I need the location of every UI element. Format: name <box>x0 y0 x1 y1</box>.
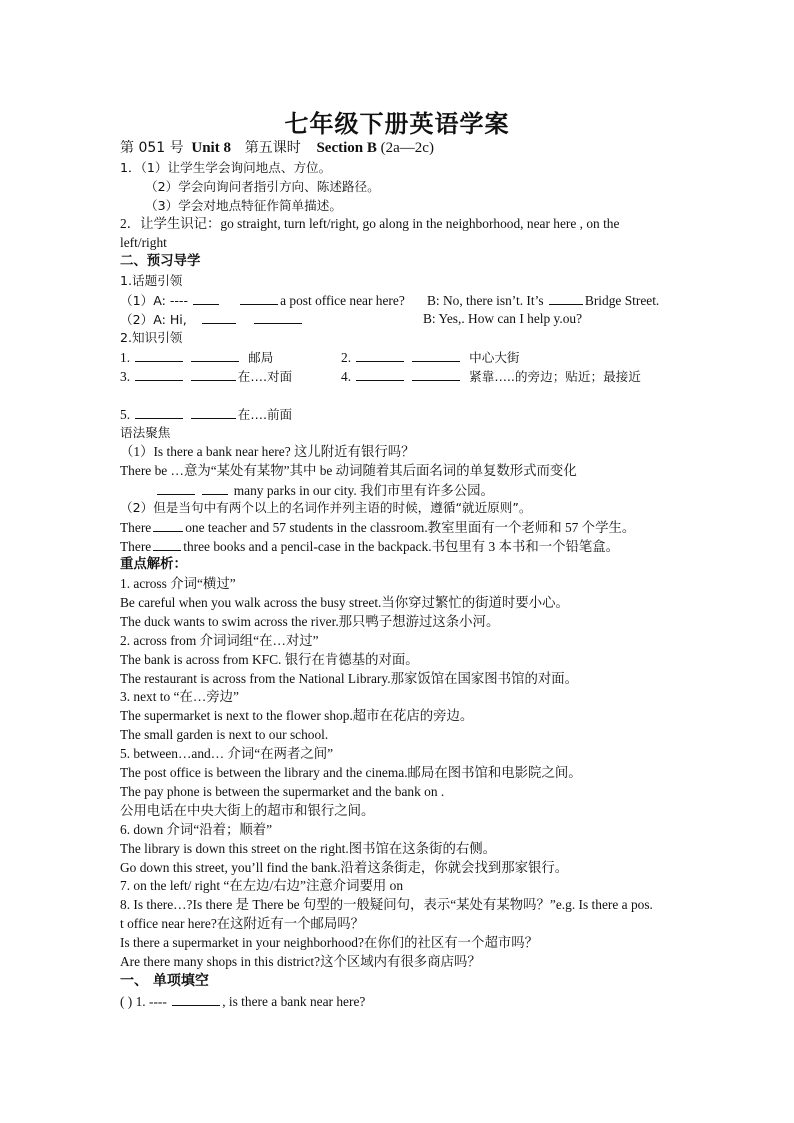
item-number: 5. <box>120 407 131 422</box>
keypoint-line: 公用电话在中央大街上的超市和银行之间。 <box>120 802 375 818</box>
keypoint-line: The restaurant is across from the National Library.那家饭馆在国家图书馆的对面。 <box>120 670 579 686</box>
section-range: (2a—2c) <box>380 140 434 156</box>
answer-blank[interactable] <box>356 367 404 381</box>
unit-label: Unit 8 <box>191 140 231 156</box>
dialogue-text: （1）A: ---- <box>120 293 189 308</box>
section-heading: 重点解析： <box>120 557 187 572</box>
grammar-text: many parks in our city. 我们市里有许多公园。 <box>233 483 494 498</box>
keypoint-line: 8. Is there…?Is there 是 There be 句型的一般疑问句，表示“某处有某物吗？”e.g. Is there a pos. <box>120 897 653 913</box>
answer-blank[interactable] <box>172 992 220 1006</box>
item-number: 4. <box>341 369 352 384</box>
answer-blank[interactable] <box>240 291 278 305</box>
vocab-item <box>120 405 292 424</box>
keypoint-line: Go down this street, you’ll find the bank.沿着这条街走，你就会找到那家银行。 <box>120 859 569 875</box>
answer-blank[interactable] <box>153 537 181 551</box>
page-title: 七年级下册英语学案 <box>284 110 510 138</box>
keypoint-line: Is there a supermarket in your neighborhood?在你们的社区有一个超市吗？ <box>120 935 539 951</box>
grammar-line <box>120 537 619 556</box>
grammar-line <box>120 518 635 537</box>
keypoint-line: 7. on the left/ right “在左边/右边”注意介词要用 on <box>120 878 404 894</box>
exercise-question <box>120 992 365 1011</box>
answer-blank[interactable] <box>193 291 219 305</box>
keypoint-line: 2. across from 介词词组“在…对过” <box>120 632 319 648</box>
keypoint-line: The duck wants to swim across the river.那只鸭子想游过这条小河。 <box>120 613 500 629</box>
answer-blank[interactable] <box>412 348 460 362</box>
subsection-title: 1.话题引领 <box>120 273 183 288</box>
answer-blank[interactable] <box>191 405 236 419</box>
section-heading: 二、预习导学 <box>120 254 201 269</box>
keypoint-line: 1. across 介词“横过” <box>120 576 236 591</box>
vocab-meaning: 紧靠…..的旁边；贴近；最接近 <box>469 369 641 384</box>
vocab-item <box>120 348 273 367</box>
answer-blank[interactable] <box>135 367 183 381</box>
grammar-line: （2）但是当句中有两个以上的名词作并列主语的时候，遵循“就近原则”。 <box>120 500 532 515</box>
question-text: , is there a bank near here? <box>222 994 366 1009</box>
vocab-item <box>120 367 292 386</box>
answer-blank[interactable] <box>254 310 302 324</box>
answer-blank[interactable] <box>135 405 183 419</box>
answer-blank[interactable] <box>412 367 460 381</box>
vocab-item <box>341 367 641 386</box>
section-heading: 语法聚焦 <box>120 425 171 440</box>
dialogue-line <box>120 310 304 329</box>
goal-line: 1．（1）让学生学会询问地点、方位。 <box>120 160 332 175</box>
goal-line: 2．让学生识记：go straight, turn left/right, go along in the neighborhood, near here , on the <box>120 216 620 231</box>
grammar-line <box>155 481 494 500</box>
grammar-line: There be …意为“某处有某物”其中 be 动词随着其后面名词的单复数形式而变化 <box>120 463 577 478</box>
grammar-line: （1）Is there a bank near here? 这儿附近有银行吗？ <box>120 444 415 459</box>
dialogue-line <box>120 291 405 310</box>
vocab-meaning: 中心大街 <box>469 350 520 365</box>
answer-blank[interactable] <box>157 481 195 495</box>
answer-blank[interactable] <box>153 518 183 532</box>
keypoint-line: 6. down 介词“沿着；顺着” <box>120 821 273 837</box>
goal-line: （3）学会对地点特征作简单描述。 <box>145 198 342 213</box>
answer-blank[interactable] <box>202 481 228 495</box>
section-label: Section B <box>316 140 377 156</box>
grammar-text: one teacher and 57 students in the classroom.教室里面有一个老师和 57 个学生。 <box>185 520 636 535</box>
vocab-meaning: 在….前面 <box>237 407 293 422</box>
subsection-title: 2.知识引领 <box>120 330 183 345</box>
answer-blank[interactable] <box>135 348 183 362</box>
keypoint-line: The small garden is next to our school. <box>120 727 329 743</box>
grammar-text: There <box>120 539 152 554</box>
lesson-header <box>120 139 434 157</box>
keypoint-line: The post office is between the library and the cinema.邮局在图书馆和电影院之间。 <box>120 765 582 780</box>
vocab-meaning: 邮局 <box>248 350 274 365</box>
keypoint-line: Are there many shops in this district?这个区域内有很多商店吗？ <box>120 954 481 969</box>
dialogue-line <box>427 291 659 310</box>
keypoint-line: t office near here?在这附近有一个邮局吗？ <box>120 916 365 932</box>
keypoint-line: 3. next to “在…旁边” <box>120 689 240 705</box>
question-text: ( ) 1. ---- <box>120 994 167 1009</box>
goal-line: （2）学会向询问者指引方向、陈述路径。 <box>145 179 380 194</box>
grammar-text: There <box>120 520 152 535</box>
dialogue-text: a post office near here? <box>280 293 405 308</box>
answer-blank[interactable] <box>356 348 404 362</box>
vocab-meaning: 在….对面 <box>237 369 293 384</box>
section-heading: 一、 单项填空 <box>120 973 209 989</box>
keypoint-line: Be careful when you walk across the busy street.当你穿过繁忙的街道时要小心。 <box>120 594 569 610</box>
dialogue-text: B: No, there isn’t. It’s <box>427 293 544 308</box>
vocab-item <box>341 348 520 367</box>
answer-blank[interactable] <box>202 310 236 324</box>
dialogue-line: B: Yes,. How can I help y.ou? <box>423 311 583 326</box>
keypoint-line: The supermarket is next to the flower shop.超市在花店的旁边。 <box>120 708 474 724</box>
dialogue-text: Bridge Street. <box>584 293 660 308</box>
item-number: 2. <box>341 350 352 365</box>
keypoint-line: The library is down this street on the right.图书馆在这条街的右侧。 <box>120 840 497 856</box>
answer-blank[interactable] <box>549 291 583 305</box>
keypoint-line: 5. between…and… 介词“在两者之间” <box>120 746 334 762</box>
dialogue-text: （2）A: Hi, <box>120 312 187 327</box>
lesson-number: 第 051 号 <box>120 140 184 156</box>
answer-blank[interactable] <box>191 348 239 362</box>
keypoint-line: The bank is across from KFC. 银行在肯德基的对面。 <box>120 651 419 667</box>
grammar-text: three books and a pencil-case in the backpack.书包里有 3 本书和一个铅笔盒。 <box>183 539 620 554</box>
item-number: 3. <box>120 369 131 384</box>
keypoint-line: The pay phone is between the supermarket and the bank on . <box>120 783 445 799</box>
goal-line: left/right <box>120 235 167 250</box>
answer-blank[interactable] <box>191 367 236 381</box>
lesson-period: 第五课时 <box>244 140 301 156</box>
item-number: 1. <box>120 350 131 365</box>
